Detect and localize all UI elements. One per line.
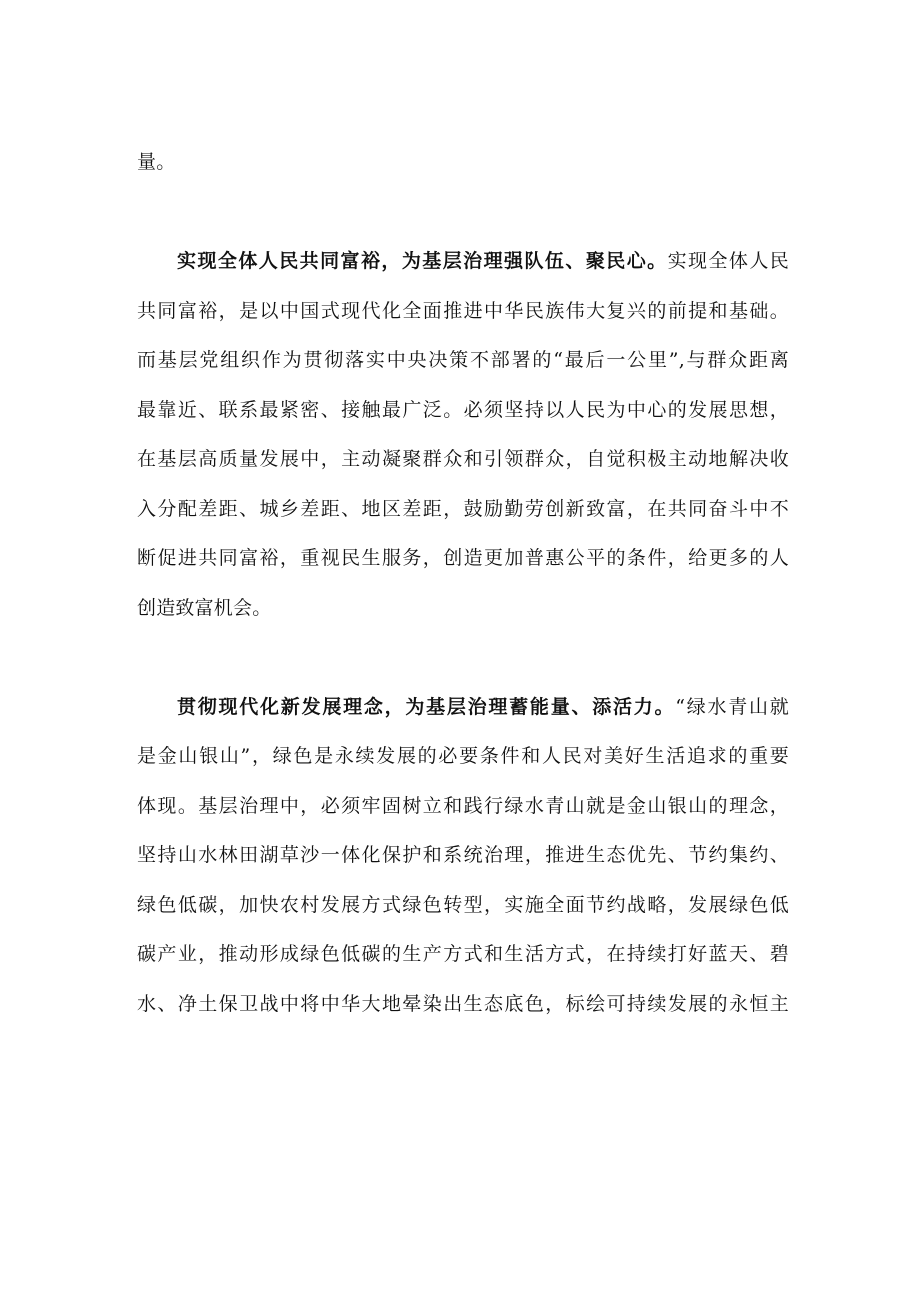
paragraph-text: 在基层高质量发展中，主动凝聚群众和引领群众，自觉积极主动地解决收 bbox=[137, 448, 789, 470]
text-line bbox=[137, 237, 789, 287]
paragraph-text: 体现。基层治理中，必须牢固树立和践行绿水青山就是金山银山的理念， bbox=[137, 794, 789, 817]
text-line bbox=[137, 980, 789, 1030]
text-line bbox=[137, 386, 789, 436]
text-line bbox=[137, 336, 789, 386]
text-line bbox=[137, 485, 789, 535]
paragraph-text: 最靠近、联系最紧密、接触最广泛。必须坚持以人民为中心的发展思想， bbox=[137, 398, 789, 421]
text-line bbox=[137, 188, 789, 238]
paragraph-text: 共同富裕，是以中国式现代化全面推进中华民族伟大复兴的前提和基础。 bbox=[137, 299, 789, 322]
text-line bbox=[137, 534, 789, 584]
text-line bbox=[137, 138, 789, 188]
text-line bbox=[137, 683, 789, 733]
paragraph-text: 而基层党组织作为贯彻落实中央决策不部署的“最后一公里”,与群众距离 bbox=[137, 349, 789, 371]
paragraph-text: 坚持山水林田湖草沙一体化保护和系统治理，推进生态优先、节约集约、 bbox=[137, 844, 789, 866]
text-line bbox=[137, 584, 789, 634]
paragraph-text: “绿水青山就 bbox=[675, 695, 789, 718]
document-body bbox=[137, 138, 789, 1029]
text-line bbox=[137, 831, 789, 881]
text-line bbox=[137, 287, 789, 337]
paragraph-text: 绿色低碳，加快农村发展方式绿色转型，实施全面节约战略，发展绿色低 bbox=[137, 893, 789, 916]
paragraph-text: 创造致富机会。 bbox=[137, 596, 272, 619]
paragraph-heading: 实现全体人民共同富裕，为基层治理强队伍、聚民心。 bbox=[177, 250, 668, 272]
text-line bbox=[137, 633, 789, 683]
text-line bbox=[137, 732, 789, 782]
paragraph-text: 碳产业，推动形成绿色低碳的生产方式和生活方式，在持续打好蓝天、碧 bbox=[137, 943, 789, 965]
paragraph-text: 是金山银山”，绿色是永续发展的必要条件和人民对美好生活追求的重要 bbox=[137, 745, 789, 767]
paragraph-text: 量。 bbox=[137, 151, 176, 173]
paragraph-text: 入分配差距、城乡差距、地区差距，鼓励勤劳创新致富，在共同奋斗中不 bbox=[137, 497, 789, 520]
text-line bbox=[137, 930, 789, 980]
paragraph-text: 实现全体人民 bbox=[667, 250, 789, 272]
paragraph-heading: 贯彻现代化新发展理念，为基层治理蓄能量、添活力。 bbox=[177, 695, 676, 718]
text-line bbox=[137, 435, 789, 485]
text-line bbox=[137, 881, 789, 931]
text-line bbox=[137, 782, 789, 832]
paragraph-text: 断促进共同富裕，重视民生服务，创造更加普惠公平的条件，给更多的人 bbox=[137, 547, 789, 569]
paragraph-text: 水、净土保卫战中将中华大地晕染出生态底色，标绘可持续发展的永恒主 bbox=[137, 992, 789, 1015]
